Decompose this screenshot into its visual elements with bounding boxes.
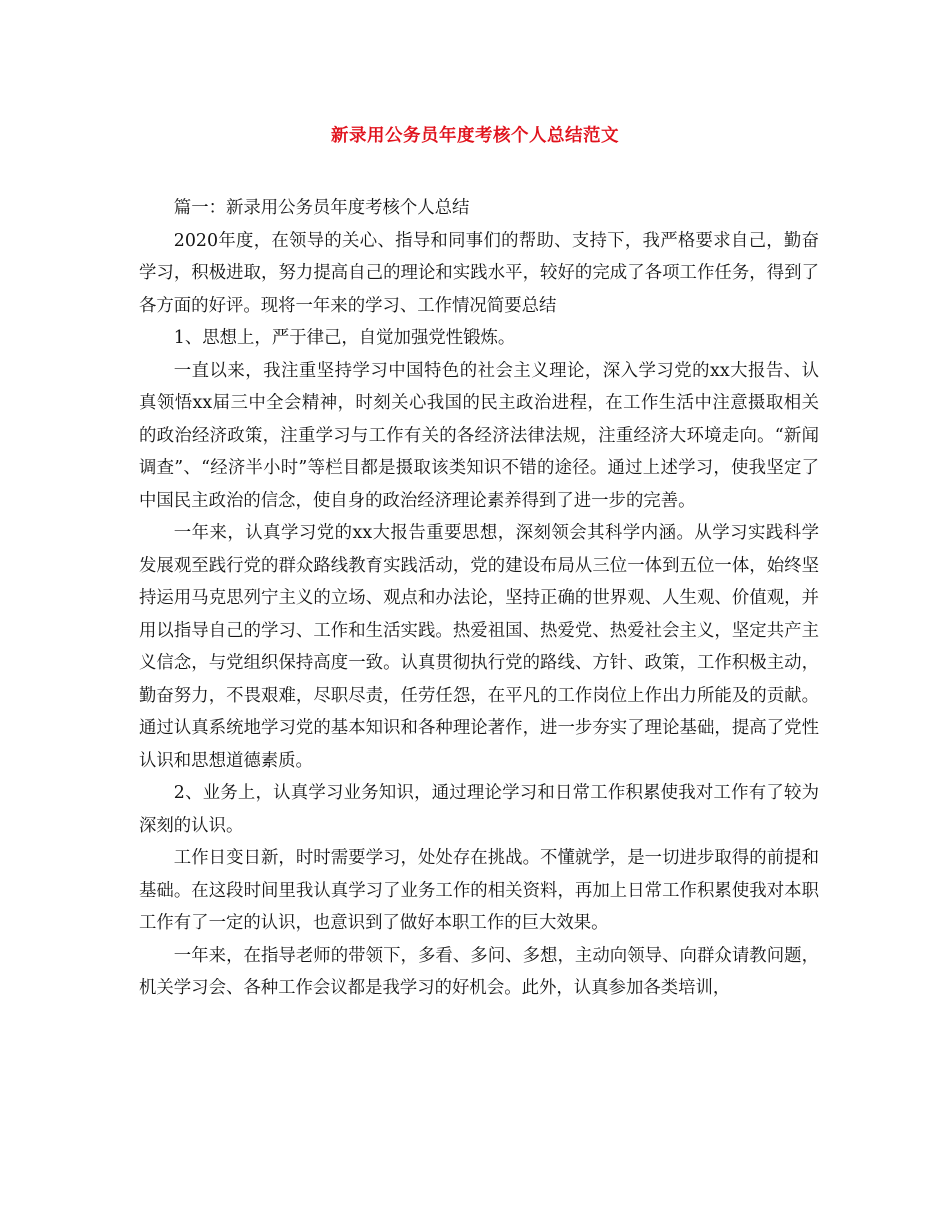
paragraph: 一直以来，我注重坚持学习中国特色的社会主义理论，深入学习党的xx大报告、认真领悟xx届三中全会精神，时刻关心我国的民主政治进程，在工作生活中注意摄取相关的政治经济政策，注重学习与工作有关的各经济法律法规，注重经济大环境走向。“新闻调查”、“经济半小时”等栏目都是摄取该类知识不错的途径。通过上述学习，使我坚定了中国民主政治的信念，使自身的政治经济理论素养得到了进一步的完善。 bbox=[139, 360, 819, 511]
paragraph: 一年来，认真学习党的xx大报告重要思想，深刻领会其科学内涵。从学习实践科学发展观至践行党的群众路线教育实践活动，党的建设布局从三位一体到五位一体，始终坚持运用马克思列宁主义的立场、观点和办法论，坚持正确的世界观、人生观、价值观，并用以指导自己的学习、工作和生活实践。热爱祖国、热爱党、热爱社会主义，坚定共产主义信念，与党组织保持高度一致。认真贯彻执行党的路线、方针、政策，工作积极主动，勤奋努力，不畏艰难，尽职尽责，任劳任怨，在平凡的工作岗位上作出力所能及的贡献。通过认真系统地学习党的基本知识和各种理论著作，进一步夯实了理论基础，提高了党性认识和思想道德素质。 bbox=[139, 523, 819, 771]
paragraph: 一年来，在指导老师的带领下，多看、多问、多想，主动向领导、向群众请教问题，机关学习会、各种工作会议都是我学习的好机会。此外，认真参加各类培训， bbox=[139, 945, 819, 998]
paragraph: 1、思想上，严于律己，自觉加强党性锻炼。 bbox=[173, 328, 516, 348]
paragraph: 2、业务上，认真学习业务知识，通过理论学习和日常工作积累使我对工作有了较为深刻的认识。 bbox=[139, 783, 819, 836]
document-body bbox=[139, 192, 819, 1005]
paragraph: 2020年度，在领导的关心、指导和同事们的帮助、支持下，我严格要求自己，勤奋学习，积极进取，努力提高自己的理论和实践水平，较好的完成了各项工作任务，得到了各方面的好评。现将一年来的学习、工作情况简要总结 bbox=[139, 230, 819, 316]
paragraph: 篇一：新录用公务员年度考核个人总结 bbox=[173, 198, 470, 218]
paragraph: 工作日变日新，时时需要学习，处处存在挑战。不懂就学，是一切进步取得的前提和基础。在这段时间里我认真学习了业务工作的相关资料，再加上日常工作积累使我对本职工作有了一定的认识，也意识到了做好本职工作的巨大效果。 bbox=[139, 848, 819, 933]
document-title: 新录用公务员年度考核个人总结范文 bbox=[331, 126, 619, 146]
